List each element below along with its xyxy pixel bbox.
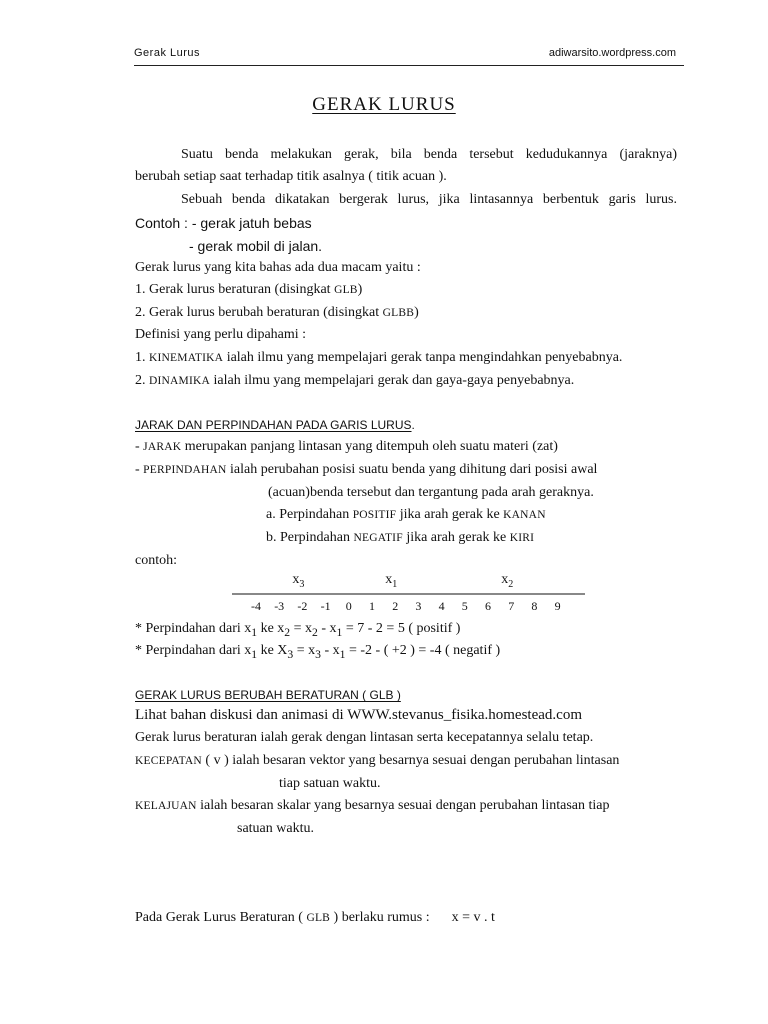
number-line-tick-label: -2 (297, 599, 308, 613)
number-line-tick-label: 4 (438, 599, 445, 613)
number-line-tick-label: 5 (461, 599, 468, 613)
number-line-marker: $x_2$ (501, 572, 514, 590)
intro-line-2: berubah setiap saat terhadap titik asalnya ( titik acuan ). (135, 169, 447, 184)
definisi-intro: Definisi yang perlu dipahami : (135, 327, 307, 342)
number-line-tick-label: 2 (392, 599, 399, 613)
perpindahan-example-1: * Perpindahan dari $x_1$ ke $x_2 = x_2 - x_1 = 7 - 2 = 5$ ( positif ) (135, 621, 461, 639)
kecepatan-definition: KECEPATAN ( v ) ialah besaran vektor yang besarnya sesuai dengan perubahan lintasan (135, 753, 620, 768)
perpindahan-cont: (acuan)benda tersebut dan tergantung pada arah geraknya. (268, 485, 594, 500)
number-line-tick-label: -3 (274, 599, 285, 613)
glb-definition: Gerak lurus beraturan ialah gerak dengan lintasan serta kecepatannya selalu tetap. (135, 730, 594, 745)
number-line-marker: $x_3$ (292, 572, 305, 590)
number-line-tick-label: 6 (485, 599, 491, 613)
perpindahan-negatif: b. Perpindahan NEGATIF jika arah gerak ke KIRI (266, 530, 535, 545)
perpindahan-example-2: * Perpindahan dari $x_1$ ke $X_3 = x_3 - x_1 = -2$ - ( +2 ) = -4 ( negatif ) (135, 643, 501, 661)
rumus-line: Pada Gerak Lurus Beraturan ( GLB ) berlaku rumus : x = v . t (135, 910, 495, 925)
page-title: GERAK LURUS (312, 94, 456, 115)
macam-intro: Gerak lurus yang kita bahas ada dua macam yaitu : (135, 260, 421, 275)
number-line-tick-label: 1 (369, 599, 375, 613)
header-title: Gerak Lurus (134, 47, 201, 59)
glb-lihat: Lihat bahan diskusi dan animasi di WWW.stevanus_fisika.homestead.com (135, 707, 582, 723)
rumus-formula: x = v . t (451, 910, 495, 925)
macam-item-1: 1. Gerak lurus beraturan (disingkat GLB) (135, 282, 363, 297)
number-line-tick-label: 7 (508, 599, 515, 613)
definisi-dinamika: 2. DINAMIKA ialah ilmu yang mempelajari gerak dan gaya-gaya penyebabnya. (135, 373, 575, 388)
glb-heading: GERAK LURUS BERUBAH BERATURAN ( GLB ) (135, 688, 401, 702)
header-site: adiwarsito.wordpress.com (548, 47, 676, 59)
number-line-marker: $x_1$ (385, 572, 398, 590)
contoh-label: contoh: (135, 553, 177, 568)
contoh-2: - gerak mobil di jalan. (189, 238, 323, 254)
jarak-heading: JARAK DAN PERPINDAHAN PADA GARIS LURUS. (135, 418, 415, 432)
kecepatan-cont: tiap satuan waktu. (279, 776, 381, 791)
macam-item-2: 2. Gerak lurus berubah beraturan (disingkat GLBB) (135, 305, 419, 320)
definisi-kinematika: 1. KINEMATIKA ialah ilmu yang mempelajari gerak tanpa mengindahkan penyebabnya. (135, 350, 623, 365)
number-line-tick-label: -1 (320, 599, 331, 613)
kelajuan-cont: satuan waktu. (237, 821, 314, 836)
kelajuan-definition: KELAJUAN ialah besaran skalar yang besarnya sesuai dengan perubahan lintasan tiap (135, 798, 610, 813)
perpindahan-positif: a. Perpindahan POSITIF jika arah gerak ke KANAN (266, 507, 546, 522)
number-line-tick-label: 0 (345, 599, 352, 613)
perpindahan-definition: - PERPINDAHAN ialah perubahan posisi suatu benda yang dihitung dari posisi awal (135, 462, 598, 477)
contoh-1: Contoh : - gerak jatuh bebas (135, 215, 312, 231)
number-line-tick-label: 8 (531, 599, 538, 613)
lurus-definition: Sebuah benda dikatakan bergerak lurus, jika lintasannya berbentuk garis lurus. (181, 192, 677, 207)
number-line-tick-label: 3 (415, 599, 422, 613)
jarak-definition: - JARAK merupakan panjang lintasan yang ditempuh oleh suatu materi (zat) (135, 439, 558, 454)
intro-line-1: Suatu benda melakukan gerak, bila benda tersebut kedudukannya (jaraknya) (181, 147, 677, 162)
number-line-tick-label: -4 (251, 599, 261, 613)
number-line-tick-label: 9 (554, 599, 561, 613)
